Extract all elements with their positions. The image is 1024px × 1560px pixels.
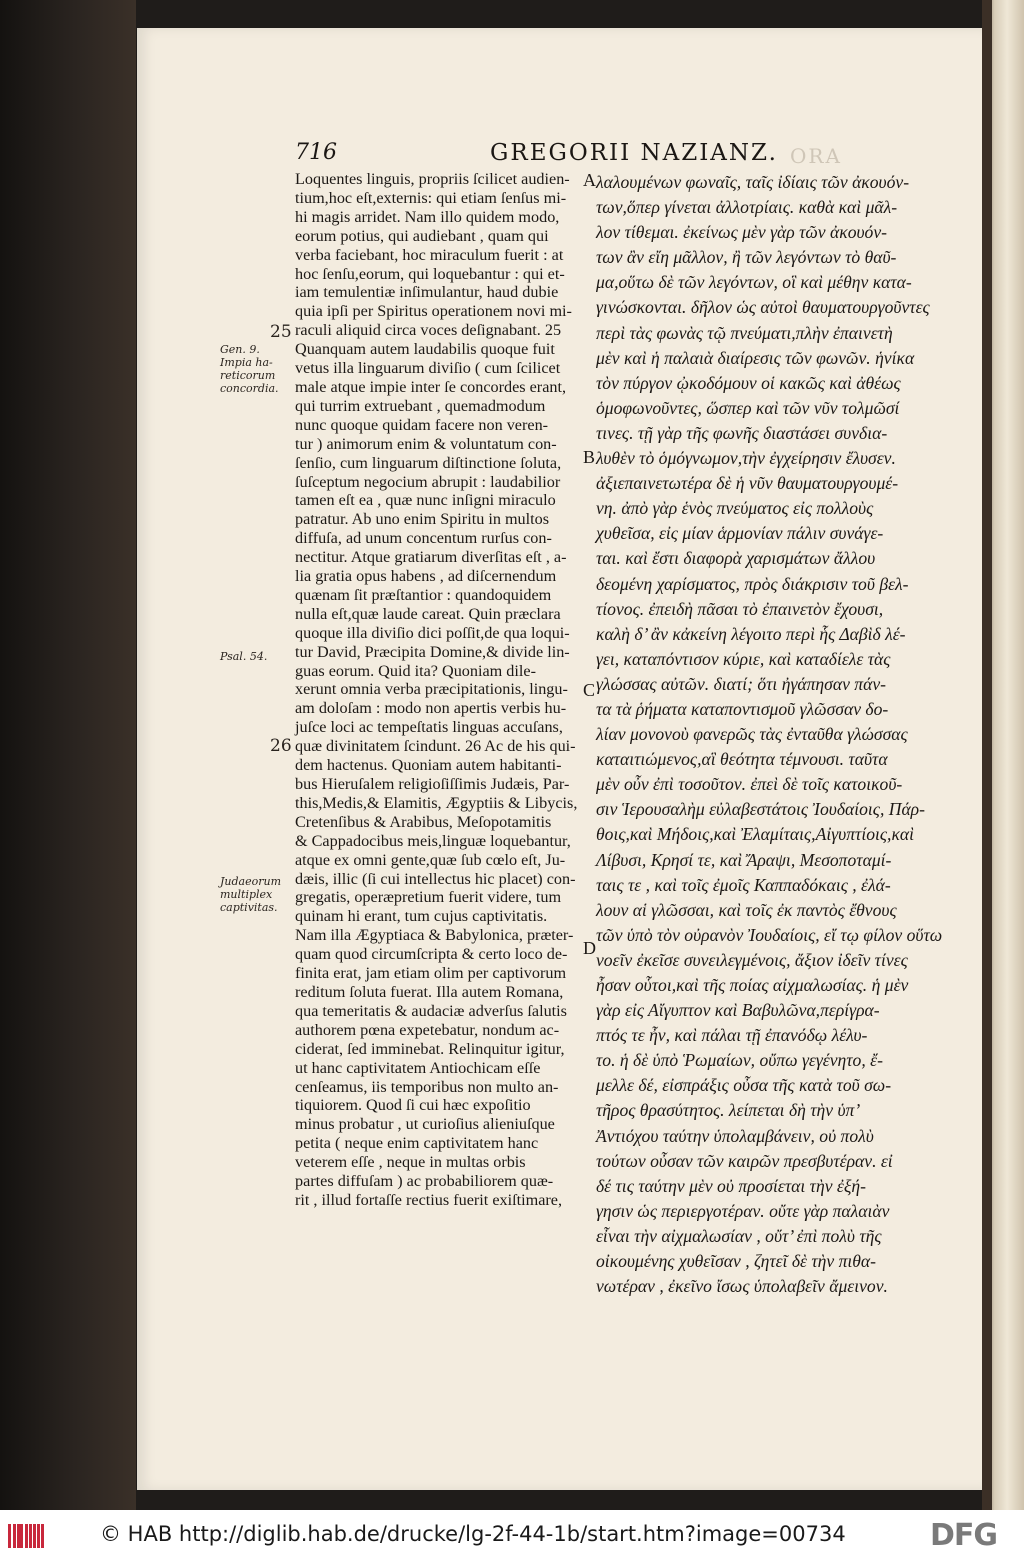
text-line: ciderat, ſed imminebat. Relinquitur igitur, [295, 1039, 565, 1058]
text-line: hi magis arridet. Nam illo quidem modo, [295, 207, 560, 226]
text-line: δέ τις ταύτην μὲν οὐ προσίεται τὴν ἐξή- [596, 1175, 866, 1196]
text-line: hoc ſenſu,eorum, qui loquebantur : qui et- [295, 264, 565, 283]
text-line: λυθὲν τὸ ὁμόγνωμον,τὴν ἐγχείρησιν ἔλυσεν. [596, 448, 896, 469]
text-line: Cretenſibus & Arabibus, Meſopotamitis [295, 812, 552, 831]
section-letter-d: D [583, 938, 596, 958]
text-line: quinam hi erant, tum cujus captivitatis. [295, 907, 548, 926]
text-line: minus probatur , ut curioſius alieniuſque [295, 1115, 555, 1134]
latin-column [295, 170, 583, 1210]
text-line: dem hactenus. Quoniam autem habitanti- [295, 756, 562, 775]
text-line: τα τὰ ῥήματα καταποντισμοῦ γλῶσσαν δο- [596, 698, 889, 719]
text-line: ut hanc captivitatem Antiochicam eſſe [295, 1058, 541, 1077]
hab-logo-icon [8, 1524, 44, 1548]
text-line: γινώσκονται. δῆλον ὡς αὐτοὶ θαυματουργοῦντες [596, 297, 930, 318]
text-line: this,Medis,& Elamitis, Ægyptiis & Libycis, [295, 793, 578, 812]
dfg-logo: DFG [930, 1518, 998, 1553]
text-line: μὲν οὖν ἐπὶ τοσοῦτον. ἐπεὶ δὲ τοῖς κατοικοῦ- [596, 774, 903, 795]
text-line: quæ divinitatem ſcindunt. 26 Ac de his qui- [295, 737, 576, 756]
text-line: ἦσαν οὗτοι,καὶ τῆς ποίας αἰχμαλωσίας. ἡ μὲν [596, 975, 909, 995]
text-line: νωτέραν , ἐκεῖνο ἴσως ὑπολαβεῖν ἄμεινον. [596, 1276, 888, 1297]
margin-note-line: concordia. [220, 382, 279, 395]
text-line: lia gratia opus habens , ad diſcernendum [295, 567, 557, 586]
logo-stripe [41, 1524, 44, 1548]
text-line: guas eorum. Quid ita? Quoniam dile- [295, 661, 536, 680]
text-line: των ἂν εἴη μᾶλλον, ἢ τῶν λεγόντων τὸ θαῦ- [596, 247, 897, 268]
logo-stripe [25, 1524, 28, 1548]
text-line: γὰρ εἰς Αἴγυπτον καὶ Βαβυλῶνα,περίγρα- [596, 1000, 880, 1021]
logo-stripe [37, 1524, 40, 1548]
text-line: ſenſio, cum linguarum diſtinctione ſoluta, [295, 453, 562, 472]
text-line: νη. ἀπὸ γὰρ ἑνὸς πνεύματος εἰς πολλοὺς [596, 498, 874, 519]
text-line: verba faciebant, hoc miraculum fuerit : at [295, 245, 564, 264]
text-line: tur ) animorum enim & voluntatum con- [295, 434, 557, 453]
text-line: μα,οὕτω δὲ τῶν λεγόντων, οἳ καὶ μέθην κατα- [596, 272, 912, 293]
text-line: θοις,καὶ Μήδοις,καὶ Ἐλαμίταις,Αἰγυπτίοις,καὶ [596, 824, 915, 845]
text-line: quænam ſit præſtantior : quandoquidem [295, 585, 552, 604]
text-line: patratur. Ab uno enim Spiritu in multos [295, 510, 550, 529]
text-line: τινες. τῇ γὰρ τῆς φωνῆς διαστάσει συνδια- [596, 422, 888, 443]
text-line: qui turrim extruebant , quemadmodum [295, 396, 546, 415]
text-line: veterem eſſe , neque in multas orbis [295, 1153, 526, 1172]
text-line: nulla eſt,quæ laude careat. Quin præclara [295, 604, 561, 623]
text-line: quia ipſi per Spiritus operationem novi mi- [295, 302, 572, 321]
line-number-26: 26 [270, 736, 292, 756]
text-line: qua temeritatis & audaciæ adverſus ſalutis [295, 1001, 567, 1020]
text-line: περὶ τὰς φωνὰς τῷ πνεύματι,πλὴν ἐπαινετὴ [596, 322, 893, 343]
text-line: iam temulentiæ inſimulantur, haud dubie [295, 283, 559, 302]
text-line: eorum potius, qui audiebant , quam qui [295, 226, 549, 245]
text-line: finita erat, jam etiam olim per captivorum [295, 964, 567, 983]
text-line: & Cappadocibus meis,linguæ loquebantur, [295, 831, 571, 850]
logo-stripe [13, 1524, 16, 1548]
text-line: gregatis, operæpretium fuerit videre, tum [295, 888, 562, 907]
text-line: καλὴ δ’ ἂν κἀκείνη λέγοιτο περὶ ἧς Δαβὶδ λέ- [596, 623, 906, 644]
margin-note-line: captivitas. [220, 901, 278, 914]
text-line: οἰκουμένης χυθεῖσαν , ζητεῖ δὲ τὴν πιθα- [596, 1251, 877, 1272]
margin-note-judaeorum [220, 875, 281, 914]
text-line: bus Hieruſalem religioſiſſimis Judæis, Par- [295, 775, 570, 793]
binding-shadow [982, 0, 992, 1510]
margin-note-gen [220, 343, 279, 395]
margin-note-line: Psal. 54. [220, 650, 268, 663]
text-line: nunc quoque quidam facere non veren- [295, 415, 549, 434]
logo-stripe [8, 1524, 11, 1548]
text-line: dæis, illic (ſi cui intellectus hic placet) con- [295, 869, 576, 888]
text-line: ἀξιεπαινετωτέρα δὲ ἡ νῦν θαυματουργουμέ- [596, 473, 899, 494]
margin-note-line: multiplex [220, 888, 273, 901]
section-letter-b: B [583, 447, 596, 467]
text-line: tur David, Præcipita Domine,& divide lin- [295, 642, 570, 661]
text-line: μὲν καὶ ἡ παλαιὰ διαίρεσις τῶν φωνῶν. ἡνίκα [596, 347, 915, 368]
text-line: tamen eſt ea , quæ nunc inſigni miraculo [295, 491, 556, 510]
text-line: χυθεῖσα, εἰς μίαν ἁρμονίαν πάλιν συνάγε- [596, 523, 884, 544]
page-number: 716 [295, 140, 337, 165]
text-line: atque ex omni gente,quæ ſub cœlo eſt, Ju- [295, 850, 566, 869]
text-line: Loquentes linguis, propriis ſcilicet audien- [295, 170, 570, 188]
text-line: nectitur. Atque gratiarum diverſitas eſt , a- [295, 548, 567, 567]
text-line: των,ὅπερ γίνεται ἀλλοτρίαις. καθὰ καὶ μᾶλ- [596, 197, 898, 218]
text-line: ὁμοφωνοῦντες, ὥσπερ καὶ τῶν νῦν τολμῶσί [596, 397, 900, 418]
text-line: Λίβυσι, Κρησί τε, καὶ Ἄραψι, Μεσοποταμί- [596, 849, 892, 870]
text-line: reditum ſoluta fuerat. Illa autem Romana, [295, 982, 564, 1001]
running-head: GREGORII NAZIANZ. [490, 140, 778, 166]
bleed-through-head: ORA [790, 144, 842, 168]
text-line: xerunt omnia verba præcipitationis, lingu- [295, 680, 568, 699]
text-line: partes diffuſam ) ac probabiliorem quæ- [295, 1172, 554, 1191]
book-right-edge [982, 0, 1024, 1510]
text-line: am doloſam : modo non apertis verbis hu- [295, 699, 567, 718]
text-line: τῶν ὑπὸ τὸν οὐρανὸν Ἰουδαίοις, εἴ τῳ φίλον οὕτω [596, 924, 943, 945]
text-line: δεομένη χαρίσματος, πρὸς διάκρισιν τοῦ βελ- [596, 573, 909, 594]
text-line: juſce loci ac tempeſtatis linguas accuſans, [295, 718, 563, 737]
text-line: τὸν πύργον ᾠκοδόμουν οἱ κακῶς καὶ ἀθέως [596, 372, 901, 393]
text-line: authorem pœna expetebatur, nondum ac- [295, 1020, 560, 1039]
margin-note-line: reticorum [220, 369, 276, 382]
text-line: diffuſa, ad unum concentum rurſus con- [295, 529, 552, 548]
margin-note-line: Gen. 9. [220, 343, 260, 356]
text-line: το. ἡ δὲ ὑπὸ Ῥωμαίων, οὔπω γεγένητο, ἔ- [596, 1050, 883, 1071]
text-line: τούτων οὖσαν τῶν καιρῶν πρεσβυτέραν. εἰ [596, 1150, 893, 1171]
text-line: petita ( neque enim captivitatem hanc [295, 1134, 539, 1153]
book-left-edge [0, 0, 136, 1510]
greek-column [596, 170, 966, 1299]
text-line: τῆρος θρασύτητος. λείπεται δὴ τὴν ὑπ’ [596, 1100, 861, 1121]
text-line: ται. καὶ ἔστι διαφορὰ χαρισμάτων ἄλλου [596, 548, 876, 569]
text-line: Ἀντιόχου ταύτην ὑπολαμβάνειν, οὐ πολὺ [596, 1125, 874, 1146]
text-line: σιν Ἱερουσαλὴμ εὐλαβεστάτοις Ἰουδαίοις, Πάρ- [596, 799, 925, 820]
copyright-link[interactable]: © HAB http://diglib.hab.de/drucke/lg-2f-44-1b/start.htm?image=00734 [100, 1522, 846, 1546]
text-line: quam quod circumſcripta & certo loco de- [295, 945, 568, 964]
text-line: λαλουμένων φωναῖς, ταῖς ἰδίαις τῶν ἀκουόν- [596, 172, 910, 192]
logo-stripe [29, 1524, 32, 1548]
text-line: καταιτιώμενος,αἳ θεότητα τέμνουσι. ταῦτα [596, 749, 888, 770]
text-line: λον τίθεμαι. ἐκείνως μὲν γὰρ τῶν ἀκουόν- [596, 222, 888, 243]
margin-note-psal [220, 650, 267, 663]
text-line: rit , illud fortaſſe rectius fuerit exiſtimare, [295, 1190, 562, 1209]
text-line: πτός τε ἦν, καὶ πάλαι τῇ ἐπανόδῳ λέλυ- [596, 1025, 868, 1046]
text-line: cenſeamus, iis temporibus non multo an- [295, 1077, 559, 1096]
section-letter-a: A [583, 170, 596, 190]
text-line: tium,hoc eſt,externis: qui etiam ſenſus mi- [295, 188, 567, 207]
text-line: tiquiorem. Quod ſi cui hæc expoſitio [295, 1096, 531, 1115]
text-line: raculi aliquid circa voces deſignabant. 25 [295, 321, 562, 340]
text-line: λίαν μονονοὺ φανερῶς τὰς ἐνταῦθα γλώσσας [596, 724, 908, 745]
text-line: ταις τε , καὶ τοῖς ἐμοῖς Καππαδόκαις , ἐλά- [596, 874, 891, 895]
text-line: νοεῖν ἐκεῖσε συνειλεγμένοις, ἄξιον ἰδεῖν τίνες [596, 949, 908, 970]
text-line: γησιν ὡς περιεργοτέραν. οὔτε γὰρ παλαιὰν [596, 1200, 890, 1221]
logo-stripe [33, 1524, 36, 1548]
text-line: εἶναι τὴν αἰχμαλωσίαν , οὔτ’ ἐπὶ πολὺ τῆς [596, 1225, 882, 1246]
text-line: Nam illa Ægyptiaca & Babylonica, præter- [295, 926, 574, 945]
text-line: quoque illa diviſio dici poſſit,de qua loqui- [295, 623, 570, 642]
text-line: male atque impie inter ſe concordes erant, [295, 377, 567, 396]
text-line: γλώσσας αὐτῶν. διατί; ὅτι ἠγάπησαν πάν- [596, 673, 886, 694]
text-line: ſuſceptum negocium abrupit : laudabilior [295, 472, 561, 491]
logo-stripe [20, 1524, 23, 1548]
section-letter-c: C [583, 680, 596, 700]
text-line: vetus illa linguarum diviſio ( cum ſcilicet [295, 359, 561, 378]
margin-note-line: Judaeorum [220, 875, 281, 888]
text-line: γει, καταπόντισον κύριε, καὶ καταδίελε τὰς [596, 648, 891, 669]
text-line: λουν αἱ γλῶσσαι, καὶ τοῖς ἐκ παντὸς ἔθνους [596, 899, 897, 920]
margin-note-line: Impia ha- [220, 356, 273, 369]
text-line: μελλε δέ, εἰσπράξις οὖσα τῆς κατὰ τοῦ σω- [596, 1075, 892, 1096]
text-line: Quanquam autem laudabilis quoque fuit [295, 340, 555, 359]
line-number-25: 25 [270, 322, 292, 342]
text-line: τίονος. ἐπειδὴ πᾶσαι τὸ ἐπαινετὸν ἔχουσι, [596, 598, 884, 619]
